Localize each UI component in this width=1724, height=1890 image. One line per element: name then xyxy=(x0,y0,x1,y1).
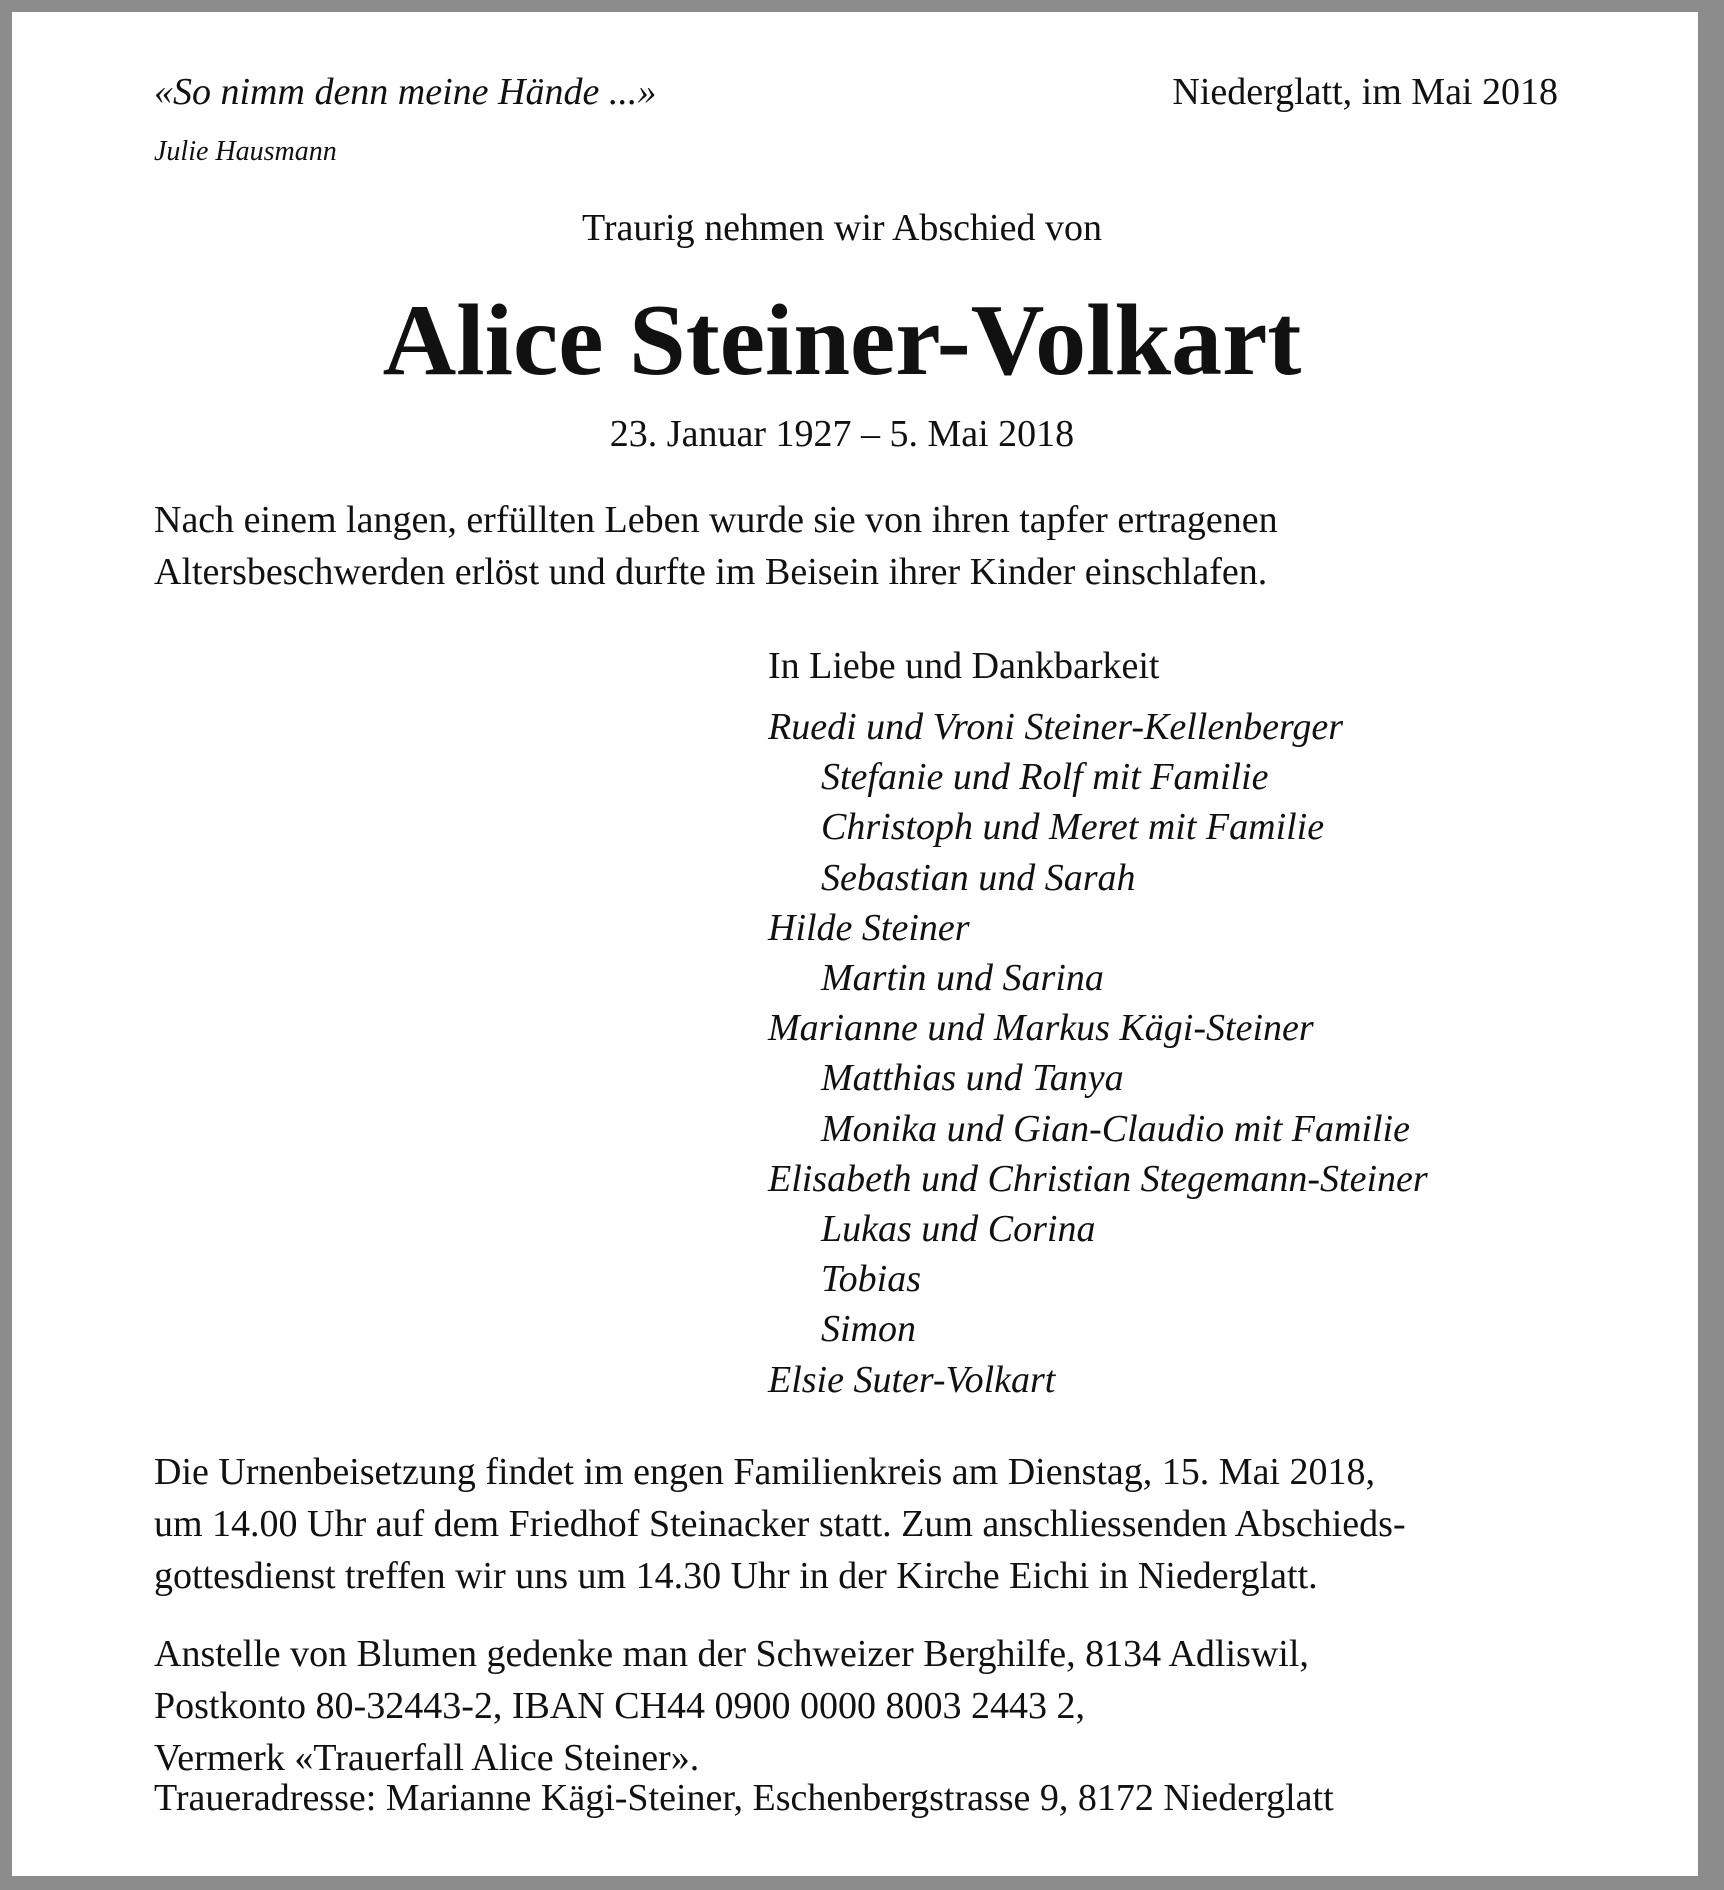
epigraph-author: Julie Hausmann xyxy=(154,136,337,167)
paragraph-line: um 14.00 Uhr auf dem Friedhof Steinacker statt. Zum anschliessenden Abschieds- xyxy=(154,1503,1406,1545)
life-summary-paragraph xyxy=(154,494,1574,598)
life-dates: 23. Januar 1927 – 5. Mai 2018 xyxy=(609,413,1075,455)
mourner-entry: Ruedi und Vroni Steiner-Kellenberger xyxy=(768,706,1344,748)
mourner-entry: Matthias und Tanya xyxy=(821,1057,1124,1100)
mourner-entry: Tobias xyxy=(821,1258,921,1301)
mourner-entry: Elisabeth und Christian Stegemann-Steiner xyxy=(768,1157,1428,1200)
mourner-entry: Elsie Suter-Volkart xyxy=(768,1358,1056,1401)
paragraph-line: Traueradresse: Marianne Kägi-Steiner, Eschenbergstrasse 9, 8172 Niederglatt xyxy=(154,1777,1334,1819)
mourner-entry: Hilde Steiner xyxy=(768,906,970,949)
paragraph-line: gottesdienst treffen wir uns um 14.30 Uhr in der Kirche Eichi in Niederglatt. xyxy=(154,1555,1318,1597)
mourners-list xyxy=(768,702,1428,1405)
frame-border-left xyxy=(0,0,12,1890)
mourner-entry: Monika und Gian-Claudio mit Familie xyxy=(821,1107,1410,1150)
mourner-entry: Stefanie und Rolf mit Familie xyxy=(821,756,1269,799)
mourner-entry: Simon xyxy=(821,1308,916,1351)
funeral-info-paragraph xyxy=(154,1446,1574,1602)
paragraph-line: Postkonto 80-32443-2, IBAN CH44 0900 0000 8003 2443 2, xyxy=(154,1685,1086,1727)
frame-border-bottom xyxy=(0,1876,1724,1890)
donation-info-paragraph xyxy=(154,1628,1574,1784)
frame-border-right xyxy=(1698,0,1724,1890)
mourner-entry: Marianne und Markus Kägi-Steiner xyxy=(768,1007,1314,1050)
paragraph-line: Nach einem langen, erfüllten Leben wurde sie von ihren tapfer ertragenen xyxy=(154,499,1278,541)
mourner-entry: Martin und Sarina xyxy=(821,957,1104,1000)
epigraph-quote: «So nimm denn meine Hände ...» xyxy=(154,71,657,113)
obituary-notice xyxy=(12,12,1698,1876)
intro-line: Traurig nehmen wir Abschied von xyxy=(582,207,1102,249)
closing-line: In Liebe und Dankbarkeit xyxy=(768,645,1160,687)
mourner-entry: Sebastian und Sarah xyxy=(821,856,1136,899)
mourner-entry: Lukas und Corina xyxy=(821,1208,1096,1251)
paragraph-line: Vermerk «Trauerfall Alice Steiner». xyxy=(154,1737,700,1779)
paragraph-line: Anstelle von Blumen gedenke man der Schweizer Berghilfe, 8134 Adliswil, xyxy=(154,1633,1309,1675)
paragraph-line: Die Urnenbeisetzung findet im engen Familienkreis am Dienstag, 15. Mai 2018, xyxy=(154,1451,1375,1493)
mourning-address xyxy=(154,1772,1574,1824)
frame-border-top xyxy=(0,0,1724,12)
place-date: Niederglatt, im Mai 2018 xyxy=(1172,71,1558,113)
mourner-entry: Christoph und Meret mit Familie xyxy=(821,806,1325,849)
deceased-name: Alice Steiner-Volkart xyxy=(382,284,1302,397)
paragraph-line: Altersbeschwerden erlöst und durfte im Beisein ihrer Kinder einschlafen. xyxy=(154,551,1268,593)
